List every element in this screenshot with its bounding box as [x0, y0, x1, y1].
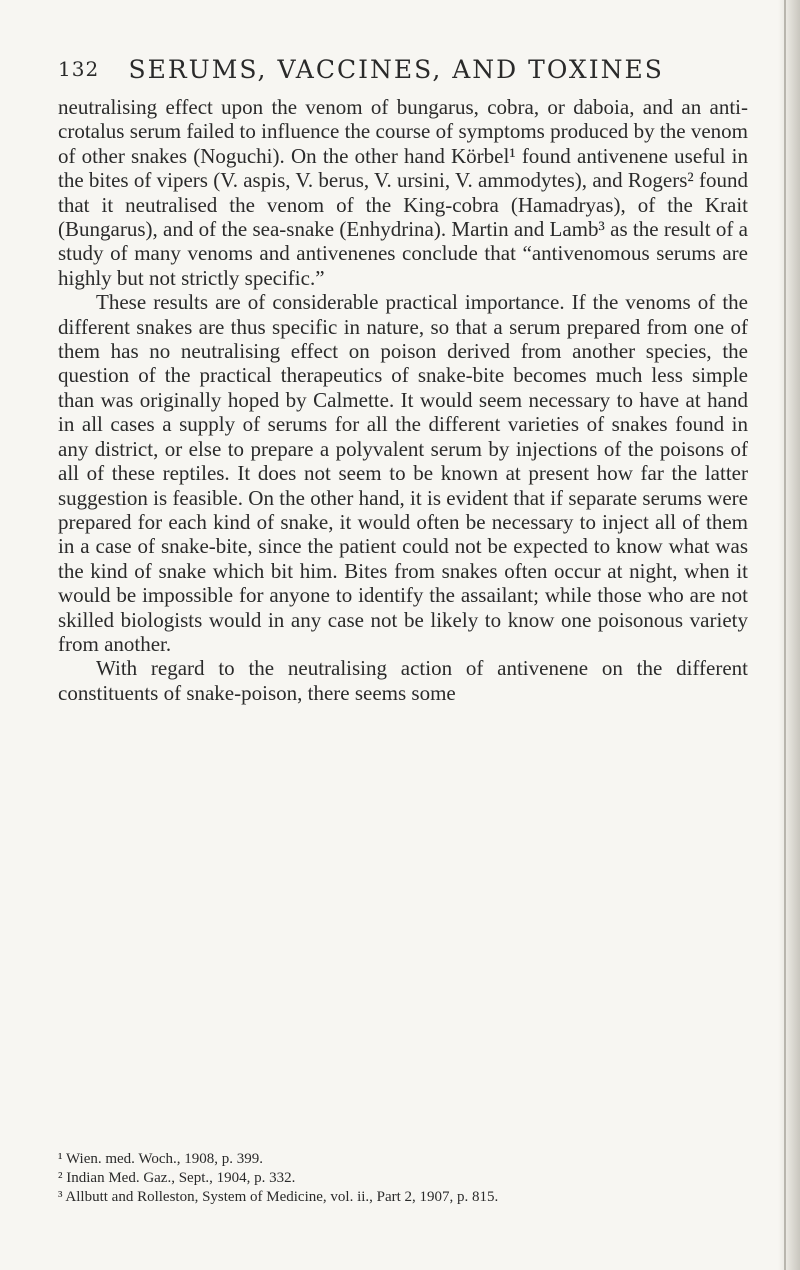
paragraph-3: With regard to the neutralising action of antivenene on the different constituents of snake-poison, there seems some: [58, 656, 748, 705]
page-number: 132: [58, 57, 100, 81]
page-edge-shadow: [778, 0, 800, 1270]
paragraph-1: neutralising effect upon the venom of bungarus, cobra, or daboia, and an anti-crotalus serum failed to influence the course of symptoms produced by the venom of other snakes (Noguchi). On the other hand Körbel¹ found antivenene useful in the bites of vipers (V. aspis, V. berus, V. ursini, V. ammodytes), and Rogers² found that it neutralised the venom of the King-cobra (Hamadryas), of the Krait (Bungarus), and of the sea-snake (Enhydrina). Martin and Lamb³ as the result of a study of many venoms and antivenenes conclude that “antivenomous serums are highly but not strictly specific.”: [58, 95, 748, 290]
footnote-1: ¹ Wien. med. Woch., 1908, p. 399.: [58, 1151, 264, 1167]
footnote-2: ² Indian Med. Gaz., Sept., 1904, p. 332.: [58, 1170, 296, 1186]
running-head: [58, 55, 748, 85]
paragraph-2: These results are of considerable practical importance. If the venoms of the different snakes are thus specific in nature, so that a serum prepared from one of them has no neutralising effect on poison derived from another species, the question of the practical therapeutics of snake-bite becomes much less simple than was originally hoped by Calmette. It would seem necessary to have at hand in all cases a supply of serums for all the different varieties of snakes found in any district, or else to prepare a polyvalent serum by injections of the poisons of all of these reptiles. It does not seem to be known at present how far the latter suggestion is feasible. On the other hand, it is evident that if separate serums were prepared for each kind of snake, it would often be necessary to inject all of them in a case of snake-bite, since the patient could not be expected to know what was the kind of snake which bit him. Bites from snakes often occur at night, when it would be impossible for anyone to identify the assailant; while those who are not skilled biologists would in any case not be likely to know one poisonous variety from another.: [58, 290, 748, 656]
running-title: SERUMS, VACCINES, AND TOXINES: [128, 55, 664, 84]
footnote-3: ³ Allbutt and Rolleston, System of Medicine, vol. ii., Part 2, 1907, p. 815.: [58, 1189, 499, 1205]
footnotes: [58, 1150, 748, 1207]
body-text: [58, 95, 748, 705]
page-edge-line: [784, 0, 786, 1270]
